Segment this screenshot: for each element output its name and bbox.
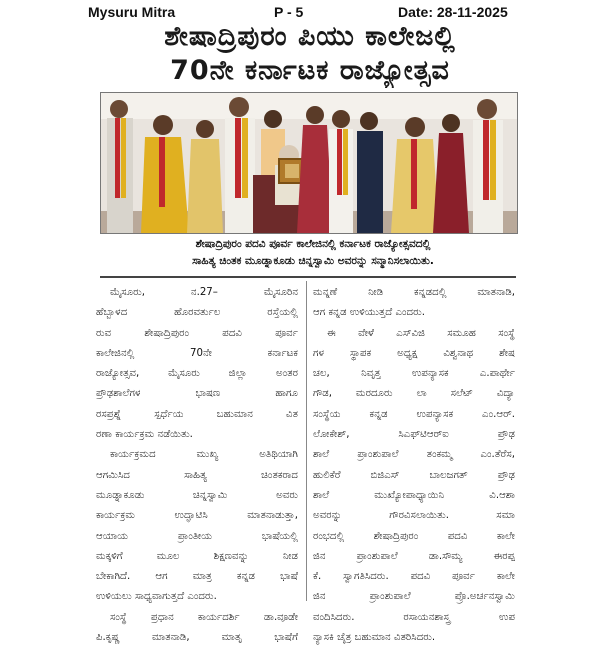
photo-caption (113, 236, 513, 270)
article-line: ಚಲ, ನಿವೃತ್ತ ಉಪನ್ಯಾಸಕ ಎ.ಪಾರ್ಥೇ (313, 368, 515, 380)
article-line: ರುವ ಶೇಷಾದ್ರಿಪುರಂ ಪದವಿ ಪೂರ್ವ (96, 327, 298, 339)
article-line: ಪಿ.ಕೃಷ್ಣ ಮಾತನಾಡಿ, ಮಾತೃ ಭಾಷೆಗೆ (96, 632, 298, 644)
article-line: ರಾಜ್ಯೋತ್ಸವ, ಮೈಸೂರು ಜಿಲ್ಲಾ ಅಂತರ (96, 368, 298, 380)
article-line: ಕಾರ್ಯಕ್ರಮ ಉದ್ಘಾಟಿಸಿ ಮಾತನಾಡುತ್ತಾ, (96, 510, 298, 522)
article-line: ಸಂಸ್ಥೆ ಪ್ರಧಾನ ಕಾರ್ಯದರ್ಶಿ ಡಾ.ವೂಡೇ (110, 611, 298, 623)
group-photo-image (101, 93, 517, 233)
publication-date: Date: 28-11-2025 (398, 4, 508, 20)
article-line: ಕಾರ್ಯಕ್ರಮದ ಮುಖ್ಯ ಅತಿಥಿಯಾಗಿ (110, 449, 298, 461)
article-line: ರಸಪ್ರಶ್ನೆ ಸ್ಪರ್ಧೆಯ ಬಹುಮಾನ ವಿತ (96, 408, 298, 420)
article-line: ರಣಾ ಕಾರ್ಯಕ್ರಮ ನಡೆಯಿತು. (96, 429, 193, 441)
masthead (0, 4, 600, 20)
article-line: ಹುಲಿಕೆರೆ ಬಿಜಿಎಸ್ ಬಾಲಜಗತ್ ಪ್ರೌಢ (313, 469, 515, 481)
article-line: ಶಾಲೆ ಪ್ರಾಂಶುಪಾಲೆ ತಂಕಮ್ಮ ಎಂ.ತೆರೆಸ, (313, 449, 515, 461)
article-line: ಆಗಮಿಸಿದ ಸಾಹಿತ್ಯ ಚಿಂತಕರಾದ (96, 469, 298, 481)
publication-name: Mysuru Mitra (88, 4, 176, 20)
page-number: P - 5 (274, 4, 304, 20)
article-line: ರಂಭದಲ್ಲಿ ಶೇಷಾದ್ರಿಪುರಂ ಪದವಿ ಕಾಲೇ (313, 530, 515, 542)
article-line: ಗಳ ಸ್ಥಾಪಕ ಅಧ್ಯಕ್ಷ ವಿಶ್ವನಾಥ ಶೇಷ (313, 347, 515, 359)
caption-line: ಶೇಷಾದ್ರಿಪುರಂ ಪದವಿ ಪೂರ್ವ ಕಾಲೇಜಿನಲ್ಲಿ ಕರ್ನಾಟಕ ರಾಜ್ಯೋತ್ಸವದಲ್ಲಿ (195, 238, 431, 250)
column-divider (306, 281, 307, 601)
article-line: ಉಳಿಯಲು ಸಾಧ್ಯವಾಗುತ್ತದೆ ಎಂದರು. (96, 591, 217, 603)
article-line: ಅವರನ್ನು ಗೌರವಿಸಲಾಯಿತು. ಸಮಾ (313, 510, 515, 522)
article-line: ನ್ಯಾಸಕಿ ಚೈತ್ರ ಬಹುಮಾನ ವಿತರಿಸಿದರು. (313, 632, 436, 644)
article-line: ಗೌಡ, ಮರದೂರು ಲಾ ಸಲೆಟ್ ವಿದ್ಯಾ (313, 388, 515, 400)
article-line: ಹೆಬ್ಬಾಳದ ಹೊರವರ್ತುಲ ರಸ್ತೆಯಲ್ಲಿ (96, 307, 298, 319)
article-line: ಪ್ರೌಢಶಾಲೆಗಳ ಭಾಷಣ ಹಾಗೂ (96, 388, 298, 400)
caption-line: ಸಾಹಿತ್ಯ ಚಿಂತಕ ಮೂಡ್ನಾಕೂಡು ಚಿನ್ನಸ್ವಾಮಿ ಅವರನ್ನು ಸನ್ಮಾನಿಸಲಾಯಿತು. (192, 255, 434, 267)
article-line: ಮೈಸೂರು, ನ.27– ಮೈಸೂರಿನ (110, 287, 298, 298)
headline-line-1: ಶೇಷಾದ್ರಿಪುರಂ ಪಿಯು ಕಾಲೇಜಲ್ಲಿ (164, 21, 456, 52)
article-line: ಜಿನ ಪ್ರಾಂಶುಪಾಲೆ ಪ್ರೊ.ಅರ್ಚನಸ್ವಾಮಿ (313, 591, 515, 603)
article-line: ಮೂಡ್ನಾಕೂಡು ಚಿನ್ನಸ್ವಾಮಿ ಅವರು (96, 489, 298, 501)
article-line: ಶಾಲೆ ಮುಖ್ಯೋಪಾಧ್ಯಾಯಿನಿ ವಿ.ಆಶಾ (313, 489, 515, 501)
article-left-column (96, 283, 298, 648)
article-line: ಮನ್ನಣೆ ನೀಡಿ ಕನ್ನಡದಲ್ಲಿ ಮಾತನಾಡಿ, (313, 287, 515, 298)
headline-line-2: 70ನೇ ಕರ್ನಾಟಕ ರಾಜ್ಯೋತ್ಸವ (170, 55, 450, 86)
article-line: ಈ ವೇಳೆ ಎಸ್‌ವಿಜಿ ಸಮೂಹ ಸಂಸ್ಥೆ (327, 327, 515, 339)
article-line: ಆಯಾಯ ಪ್ರಾಂತೀಯ ಭಾಷೆಯಲ್ಲಿ (96, 530, 298, 542)
event-group-photo (100, 92, 518, 234)
article-line: ಕೆ. ಸ್ವಾಗತಿಸಿದರು. ಪದವಿ ಪೂರ್ವ ಕಾಲೇ (313, 571, 515, 583)
article-line: ಜಿನ ಪ್ರಾಂಶುಪಾಲೆ ಡಾ.ಸೌಮ್ಯ ಈರಪ್ಪ (313, 550, 515, 562)
article-line: ಬೇಕಾಗಿದೆ. ಆಗ ಮಾತ್ರ ಕನ್ನಡ ಭಾಷೆ (96, 571, 298, 583)
article-right-column (313, 283, 515, 648)
caption-divider (100, 276, 516, 278)
article-line: ಆಗ ಕನ್ನಡ ಉಳಿಯುತ್ತದೆ ಎಂದರು. (313, 307, 425, 319)
article-line: ಲೋಕೇಶ್, ಸಿಎಫ್‌ಟಿಆರ್‌ಐ ಪ್ರೌಢ (313, 429, 515, 441)
article-line: ಕಾಲೇಜಿನಲ್ಲಿ 70ನೇ ಕರ್ನಾಟಕ (96, 347, 298, 359)
article-line: ವಂದಿಸಿದರು. ರಸಾಯನಶಾಸ್ತ್ರ ಉಪ (313, 611, 515, 623)
article-line: ಮಕ್ಕಳಿಗೆ ಮೂಲ ಶಿಕ್ಷಣವನ್ನು ನೀಡ (96, 550, 298, 562)
article-line: ಸಂಸ್ಥೆಯ ಕನ್ನಡ ಉಪನ್ಯಾಸಕ ಎಂ.ಆರ್. (313, 408, 515, 420)
